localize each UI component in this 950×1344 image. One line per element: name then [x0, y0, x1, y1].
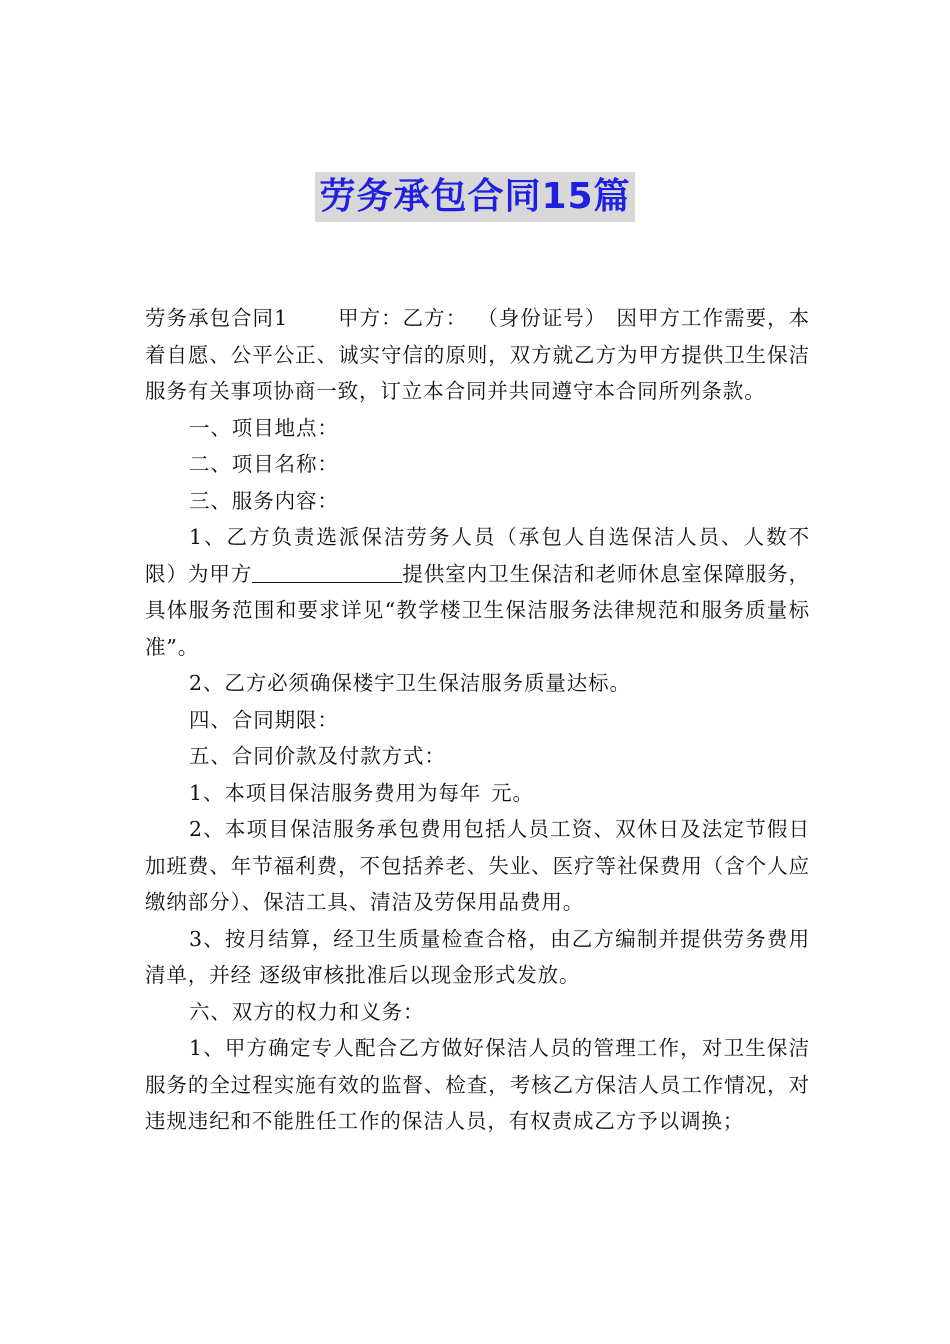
- document-body: [145, 300, 810, 1140]
- payment-item-2: 2、本项目保洁服务承包费用包括人员工资、双休日及法定节假日加班费、年节福利费，不包括养老、失业、医疗等社保费用（含个人应缴纳部分）、保洁工具、清洁及劳保用品费用。: [145, 817, 810, 914]
- section-project-name: 二、项目名称：: [189, 452, 339, 476]
- blank-underline: [252, 560, 402, 583]
- party-a-label: 甲方：: [338, 306, 403, 330]
- intro-paragraph: [145, 300, 810, 410]
- id-number-label: （身份证号）: [477, 306, 607, 330]
- title-container: [0, 172, 950, 222]
- service-item-2: 2、乙方必须确保楼宇卫生保洁服务质量达标。: [189, 671, 631, 695]
- payment-item-3: 3、按月结算，经卫生质量检查合格，由乙方编制并提供劳务费用清单，并经 逐级审核批准后以现金形式发放。: [145, 926, 810, 987]
- payment-item-1-text: 1、本项目保洁服务费用为每年: [189, 780, 482, 805]
- section-project-location: 一、项目地点：: [189, 415, 339, 440]
- rights-item-1: 1、甲方确定专人配合乙方做好保洁人员的管理工作，对卫生保洁服务的全过程实施有效的监督、检查，考核乙方保洁人员工作情况，对违规违纪和不能胜任工作的保洁人员，有权责成乙方予以调换；: [145, 1036, 810, 1133]
- service-item-1: [145, 519, 810, 665]
- service-item-1-text-before: 1、乙方负责选派保洁劳务人员（承包人自选保洁人员、人数不限）为甲方: [145, 525, 810, 586]
- section-service-content: 三、服务内容：: [189, 488, 339, 513]
- payment-item-1: [145, 775, 810, 812]
- service-item-1-text-after: 提供室内卫生保洁和老师休息室保障服务，具体服务范围和要求详见“教学楼卫生保洁服务法律规范和服务质量标准”。: [145, 561, 810, 659]
- document-title: 劳务承包合同15篇: [315, 172, 634, 222]
- party-b-label: 乙方：: [402, 306, 468, 330]
- payment-item-1-unit: 元。: [491, 780, 534, 805]
- section-contract-term: 四、合同期限：: [189, 707, 339, 732]
- intro-text: 因甲方工作需要，本着自愿、公平公正、诚实守信的原则，双方就乙方为甲方提供卫生保洁服务有关事项协商一致，订立本合同并共同遵守本合同所列条款。: [145, 306, 811, 403]
- section-price-payment: 五、合同价款及付款方式：: [189, 744, 446, 768]
- section-rights-obligations: 六、双方的权力和义务：: [189, 999, 425, 1024]
- contract-heading: 劳务承包合同1: [145, 306, 289, 330]
